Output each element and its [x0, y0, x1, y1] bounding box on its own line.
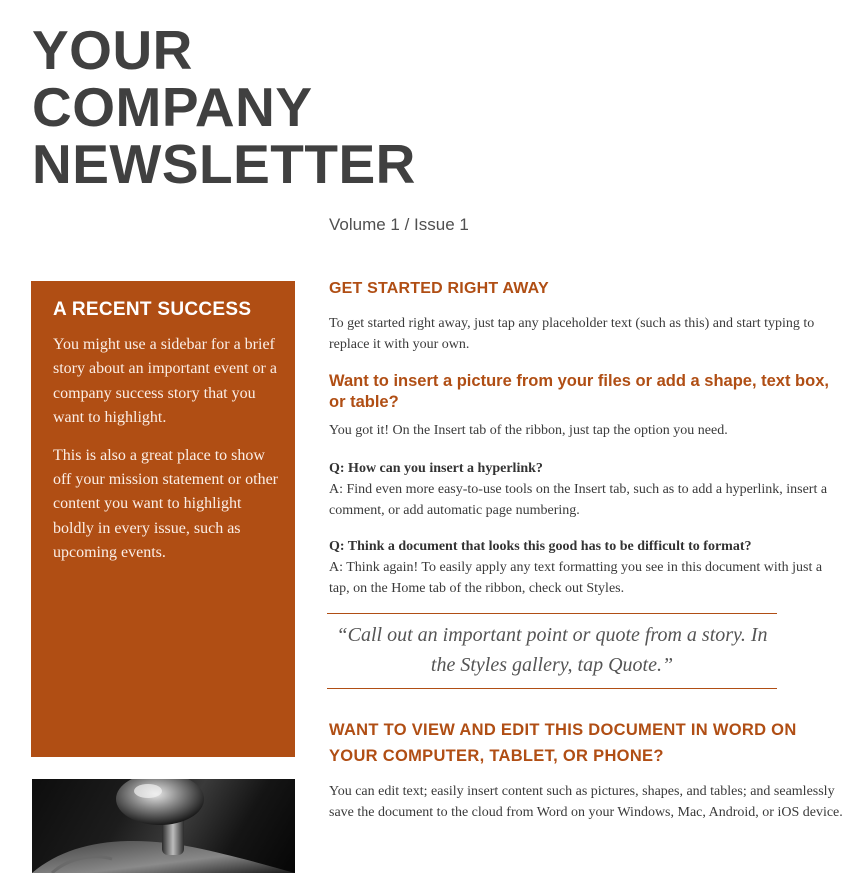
- pull-quote: “Call out an important point or quote from a story. In the Styles gallery, tap Quote.”: [327, 613, 777, 689]
- newsletter-title: [32, 19, 416, 195]
- subheading-insert-picture: Want to insert a picture from your files or add a shape, text box, or table?: [329, 372, 829, 411]
- section-text-view-edit: You can edit text; easily insert content such as pictures, shapes, and tables; and seamlessly save the document to the cloud from Word on your Windows, Mac, Android, or iOS device.: [329, 784, 843, 820]
- sidebar-photo: [32, 779, 295, 873]
- subheading-text: You got it! On the Insert tab of the ribbon, just tap the option you need.: [329, 423, 728, 438]
- sidebar: [31, 281, 295, 757]
- sidebar-paragraph-2: This is also a great place to show off your mission statement or other content you want to highlight boldly in every issue, such as upcoming events.: [53, 446, 278, 562]
- title-line-1: YOUR: [32, 19, 193, 81]
- section-heading-view-edit: WANT TO VIEW AND EDIT THIS DOCUMENT IN WORD ON YOUR COMPUTER, TABLET, OR PHONE?: [329, 721, 797, 765]
- section-heading-get-started: GET STARTED RIGHT AWAY: [329, 280, 549, 297]
- sidebar-heading: A RECENT SUCCESS: [53, 299, 252, 320]
- sidebar-paragraph-1: You might use a sidebar for a brief story about an important event or a company success story that you want to highlight.: [53, 336, 277, 427]
- answer-2: A: Think again! To easily apply any text formatting you see in this document with just a tap, on the Home tab of the ribbon, check out Styles.: [329, 560, 823, 596]
- main-content: [329, 280, 844, 823]
- section-text-get-started: To get started right away, just tap any placeholder text (such as this) and start typing to replace it with your own.: [329, 316, 815, 352]
- tool-photo-illustration: [32, 779, 295, 873]
- title-line-3: NEWSLETTER: [32, 133, 416, 195]
- title-line-2: COMPANY: [32, 76, 313, 138]
- answer-1: A: Find even more easy-to-use tools on the Insert tab, such as to add a hyperlink, insert a comment, or add automatic page numbering.: [329, 482, 828, 518]
- question-1: Q: How can you insert a hyperlink?: [329, 461, 543, 476]
- issue-label: Volume 1 / Issue 1: [329, 215, 469, 234]
- question-2: Q: Think a document that looks this good has to be difficult to format?: [329, 539, 752, 554]
